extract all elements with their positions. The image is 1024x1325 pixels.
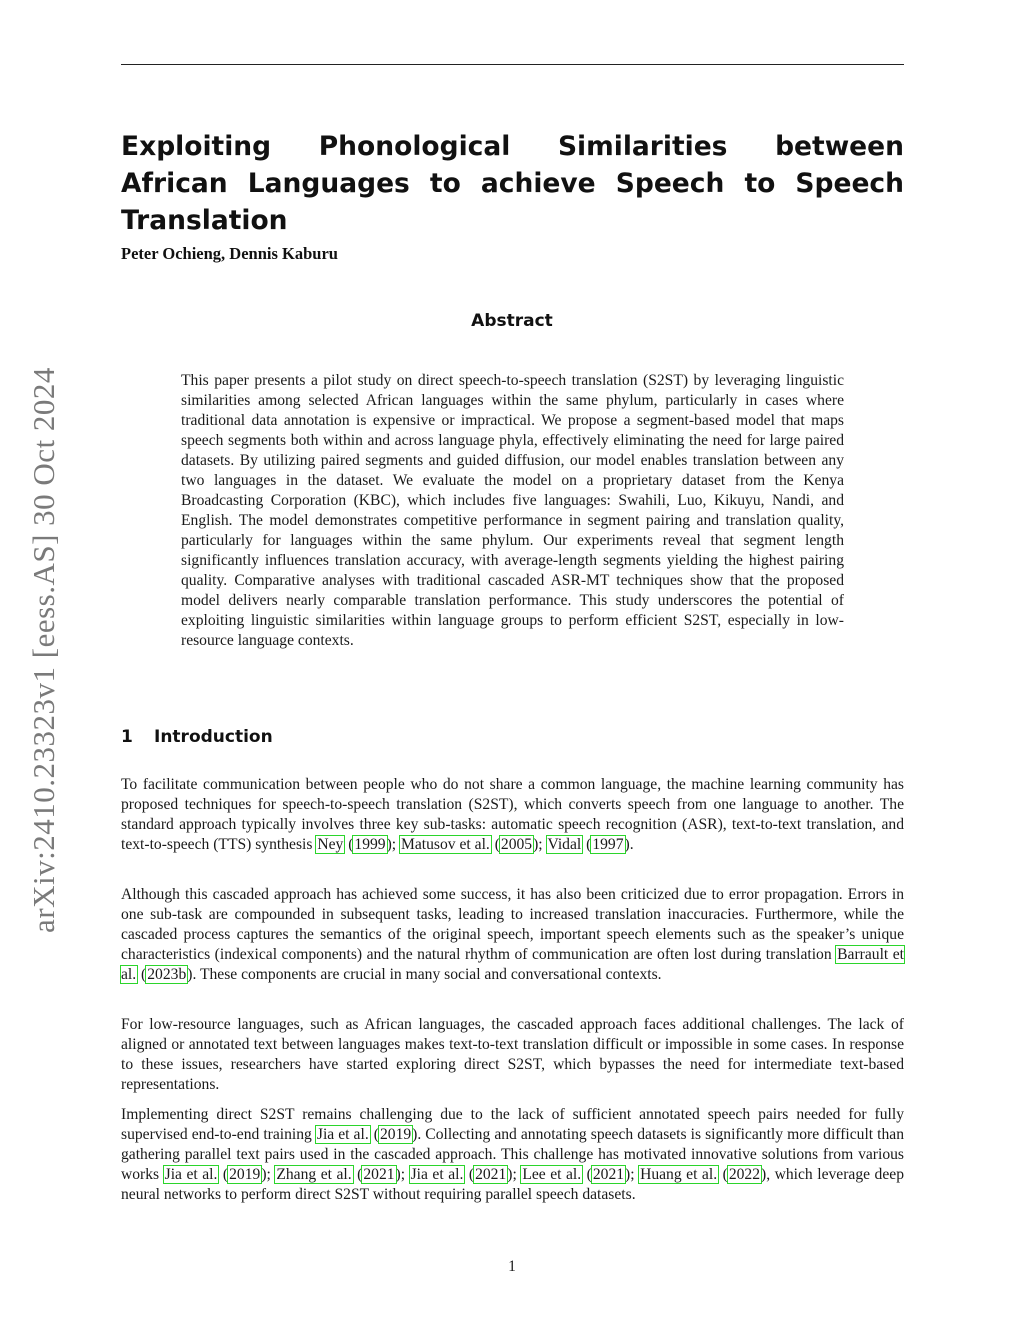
arxiv-sidebar-stamp: arXiv:2410.23323v1 [eess.AS] 30 Oct 2024 [26,367,61,933]
page-number: 1 [508,1258,516,1275]
paragraph-text: Although this cascaded approach has achieved some success, it has also been criticized due to error propagation. Errors in one sub-task are compounded in subsequent tasks, leading to increased translation inaccuracies. Furthermore, while the cascaded process captures the semantics of the original speech, important speech elements such as the speaker’s unique characteristics (indexical components) and the natural rhythm of communication are often lost during translation [121,886,904,963]
authors: Peter Ochieng, Dennis Kaburu [121,244,338,263]
citation-year-link[interactable]: 1997 [592,836,624,853]
paragraph-text: To facilitate communication between people who do not share a common language, the machine learning community has proposed techniques for speech-to-speech translation (S2ST), which converts speech from one language to another. The standard approach typically involves three key sub-tasks: automatic speech recognition (ASR), text-to-text translation, and text-to-speech (TTS) synthesis [121,776,904,853]
citation-link[interactable]: Matusov et al. [401,836,490,853]
intro-paragraph-4: Implementing direct S2ST remains challenging due to the lack of sufficient annotated speech pairs needed for fully supervised end-to-end training Jia et al. (2019). Collecting and annotating speech datasets is significantly more difficult than gathering parallel text pairs used in the cascaded approach. This challenge has motivated innovative solutions from various works Jia et al. (2019); Zhang et al. (2021); Jia et al. (2021); Lee et al. (2021); Huang et al. (2022), which leverage deep neural networks to perform direct S2ST without requiring parallel speech datasets. [121,1106,905,1203]
citation-link[interactable]: Jia et al. [410,1166,464,1183]
citation-year-link[interactable]: 2022 [728,1166,760,1183]
citation-link[interactable]: Jia et al. [316,1126,369,1143]
citation-link[interactable]: Vidal [547,836,582,853]
intro-paragraph-3: For low-resource languages, such as African languages, the cascaded approach faces additional challenges. The lack of aligned or annotated text between languages makes text-to-text translation difficult or impossible in some cases. In response to these issues, researchers have started exploring direct S2ST, which bypasses the need for intermediate text-based representations. [121,1016,904,1093]
top-rule [121,64,904,65]
section-number: 1 [121,727,133,747]
abstract-text: This paper presents a pilot study on direct speech-to-speech translation (S2ST) by leveraging linguistic similarities among selected African languages within the same phylum, particularly in cases where traditional data annotation is expensive or impractical. We propose a segment-based model that maps speech segments both within and across language phyla, effectively eliminating the need for large paired datasets. By utilizing paired segments and guided diffusion, our model enables translation between any two languages in the dataset. We evaluate the model on a proprietary dataset from the Kenya Broadcasting Corporation (KBC), which includes five languages: Swahili, Luo, Kikuyu, Nandi, and English. The model demonstrates competitive performance in segment pairing and translation quality, particularly for languages within the same phylum. Our experiments reveal that segment length significantly influences translation accuracy, with average-length segments yielding the highest pairing quality. Comparative analyses with traditional cascaded ASR-MT techniques show that the proposed model delivers nearly comparable translation performance. This study underscores the potential of exploiting linguistic similarities within language groups to perform efficient S2ST, especially in low-resource language contexts. [181,372,844,649]
paragraph-text: . Collecting and annotating speech datasets is significantly more difficult than gathering parallel text pairs used in the cascaded approach. This challenge has motivated innovative solutions from various works [121,1126,905,1183]
citation-link[interactable]: Jia et al. [164,1166,218,1183]
citation-year-link[interactable]: 2019 [229,1166,261,1183]
section-title: Introduction [154,727,273,747]
citation-link[interactable]: Ney [317,836,344,853]
citation-link[interactable]: Huang et al. [640,1166,718,1183]
paragraph-text: . These components are crucial in many social and conversational contexts. [192,966,662,983]
citation-link[interactable]: Lee et al. [522,1166,582,1183]
section-heading-introduction [121,727,273,747]
citation-year-link[interactable]: 2023b [147,966,187,983]
citation-link[interactable]: Barrault et al. [121,946,904,983]
citation-year-link[interactable]: 2021 [363,1166,395,1183]
citation-year-link[interactable]: 2019 [379,1126,412,1143]
citation-year-link[interactable]: 1999 [354,836,386,853]
intro-paragraph-1: To facilitate communication between people who do not share a common language, the machine learning community has proposed techniques for speech-to-speech translation (S2ST), which converts speech from one language to another. The standard approach typically involves three key sub-tasks: automatic speech recognition (ASR), text-to-text translation, and text-to-speech (TTS) synthesis Ney (1999); Matusov et al. (2005); Vidal (1997). [121,776,904,853]
citation-link[interactable]: Zhang et al. [276,1166,352,1183]
abstract-heading: Abstract [471,311,553,331]
paragraph-text: Implementing direct S2ST remains challenging due to the lack of sufficient annotated speech pairs needed for fully supervised end-to-end training [121,1106,904,1143]
paper-title: Exploiting Phonological Similarities between African Languages to achieve Speech to Speech Translation [121,131,904,236]
citation-year-link[interactable]: 2005 [500,836,533,853]
intro-paragraph-2: Although this cascaded approach has achieved some success, it has also been criticized due to error propagation. Errors in one sub-task are compounded in subsequent tasks, leading to increased translation inaccuracies. Furthermore, while the cascaded process captures the semantics of the original speech, important speech elements such as the speaker’s unique characteristics (indexical components) and the natural rhythm of communication are often lost during translation Barrault et al. (2023b). These components are crucial in many social and conversational contexts. [121,886,904,983]
citation-year-link[interactable]: 2021 [592,1166,625,1183]
citation-year-link[interactable]: 2021 [475,1166,507,1183]
paragraph-text: , which leverage deep neural networks to perform direct S2ST without requiring parallel speech datasets. [121,1166,904,1203]
